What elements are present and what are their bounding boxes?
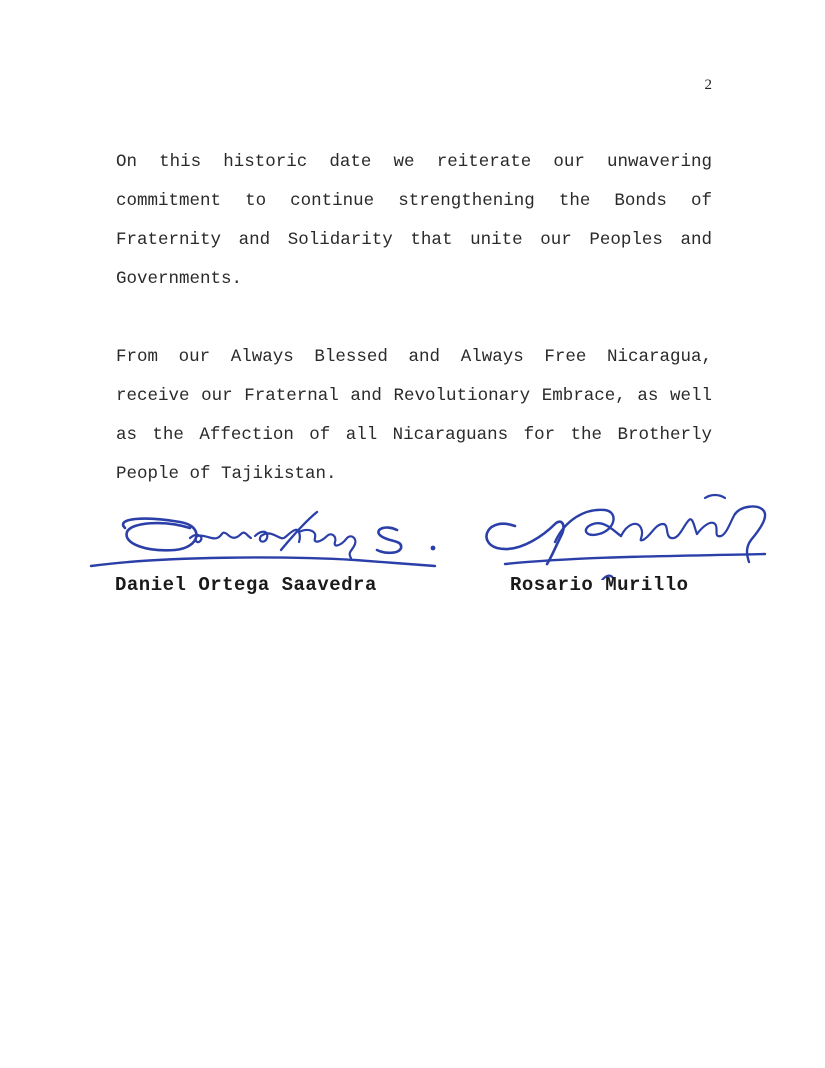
signature-block <box>85 480 785 610</box>
paragraph-embrace: From our Always Blessed and Always Free Nicaragua, receive our Fraternal and Revolutionary Embrace, as well as the Affection of all Nicaraguans for the Brotherly People of Tajikistan. <box>116 346 712 484</box>
paragraph-reiteration: On this historic date we reiterate our unwavering commitment to continue strengthening the Bonds of Fraternity and Solidarity that unite our Peoples and Governments. <box>116 151 712 289</box>
signature-rosario-murillo <box>487 495 766 580</box>
page-number: 2 <box>704 77 712 93</box>
signer-name-rosario-murillo: Rosario Murillo <box>510 574 689 596</box>
signer-name-daniel-ortega: Daniel Ortega Saavedra <box>115 574 377 596</box>
handwritten-signatures <box>85 480 785 580</box>
signature-daniel-ortega <box>91 512 435 566</box>
